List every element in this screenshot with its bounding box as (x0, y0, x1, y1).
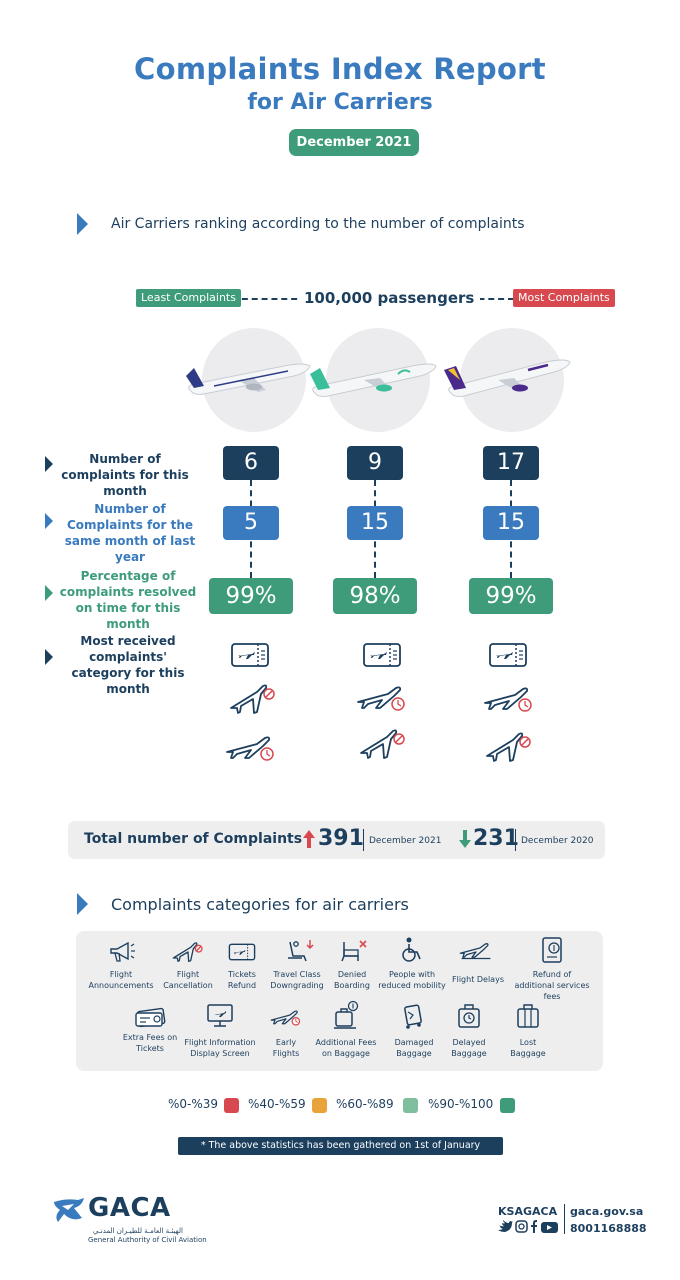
section-marker-icon (77, 893, 88, 915)
carrier-1-resolved-percent: 99% (209, 578, 293, 614)
legend-label: %90-%100 (428, 1097, 494, 1111)
gaca-arabic-name: الهيئـة العامـة للطيـران المدنـي (92, 1227, 183, 1235)
carrier-3-resolved-percent: 99% (469, 578, 553, 614)
carrier-2-complaints-last-year: 15 (347, 506, 403, 540)
total-current-value: 391 (318, 826, 364, 851)
row-marker-icon (45, 649, 53, 665)
flight-cancellation-icon (359, 727, 407, 761)
website-link[interactable]: gaca.gov.sa (570, 1205, 644, 1218)
total-complaints-label: Total number of Complaints (84, 831, 303, 847)
tickets-icon (228, 942, 256, 962)
category-label: Damaged Baggage (394, 1038, 434, 1058)
carrier-1-complaints-last-year: 5 (223, 506, 279, 540)
flight-delay-icon (459, 938, 493, 962)
carrier-1-plane-icon (184, 356, 312, 398)
carrier-2-plane-icon (308, 356, 438, 398)
row-label-last-year: Number of Complaints for the same month of last year (64, 502, 196, 564)
arrow-up-icon (302, 829, 316, 849)
carrier-1-complaints-this-month: 6 (223, 446, 279, 480)
legend-label: %0-%39 (168, 1097, 219, 1111)
legend-swatch-green (500, 1098, 515, 1113)
twitter-icon (498, 1220, 513, 1232)
tickets-icon (230, 641, 270, 669)
category-label: People with reduced mobility (378, 970, 446, 990)
carrier-3-complaints-this-month: 17 (483, 446, 539, 480)
total-previous-period: December 2020 (521, 836, 594, 846)
lost-baggage-icon (515, 1002, 541, 1030)
report-period-badge: December 2021 (289, 129, 419, 156)
total-current-period: December 2021 (369, 836, 442, 846)
category-label: Delayed Baggage (451, 1038, 487, 1058)
legend-swatch-light-green (403, 1098, 418, 1113)
early-flights-icon (356, 680, 408, 714)
footer-divider (564, 1204, 565, 1234)
carrier-2-complaints-this-month: 9 (347, 446, 403, 480)
category-label: Early Flights (272, 1038, 300, 1058)
category-label: Refund of additional services fees (514, 970, 590, 1001)
gaca-logo-icon (52, 1196, 86, 1226)
legend-label: %60-%89 (336, 1097, 394, 1111)
total-previous-value: 231 (473, 826, 519, 851)
legend-label: %40-%59 (248, 1097, 306, 1111)
most-complaints-badge: Most Complaints (513, 289, 615, 307)
row-marker-icon (45, 513, 53, 529)
damaged-baggage-icon (400, 1000, 428, 1030)
social-icons (497, 1220, 559, 1234)
flight-cancellation-icon (229, 682, 277, 716)
early-flights-icon (270, 1006, 302, 1028)
gaca-english-name: General Authority of Civil Aviation (88, 1236, 207, 1244)
category-label: Extra Fees on Tickets (122, 1033, 178, 1053)
seat-downgrade-icon (284, 938, 316, 964)
category-label: Flight Cancellation (163, 970, 213, 990)
row-marker-icon (45, 456, 53, 472)
early-flights-icon (483, 681, 535, 715)
phone-number[interactable]: 8001168888 (570, 1222, 647, 1235)
category-label: Tickets Refund (227, 970, 257, 990)
category-label: Denied Boarding (334, 970, 370, 990)
facebook-icon (531, 1220, 537, 1233)
flight-cancellation-icon (172, 940, 204, 964)
data-collection-note: * The above statistics has been gathered on 1st of January (178, 1137, 503, 1155)
category-label: Additional Fees on Baggage (315, 1038, 377, 1058)
report-title: Complaints Index Report (134, 52, 546, 86)
divider (363, 829, 364, 851)
per-passengers-label: 100,000 passengers (298, 289, 480, 307)
row-marker-icon (45, 585, 53, 601)
legend-swatch-orange (312, 1098, 327, 1113)
section-marker-icon (77, 213, 88, 235)
row-label-category: Most received complaints' category for this month (71, 634, 185, 696)
refund-fees-icon (540, 936, 566, 964)
early-flights-icon (225, 730, 277, 764)
wheelchair-icon (398, 936, 424, 964)
row-label-this-month: Number of complaints for this month (61, 452, 189, 498)
instagram-icon (516, 1221, 527, 1232)
row-label-resolved: Percentage of complaints resolved on time for this month (59, 569, 197, 631)
gaca-logo-text: GACA (88, 1193, 171, 1223)
tickets-icon (488, 641, 528, 669)
categories-heading: Complaints categories for air carriers (111, 895, 409, 914)
carrier-3-plane-icon (442, 352, 572, 398)
carrier-2-resolved-percent: 98% (333, 578, 417, 614)
denied-seat-icon (338, 938, 368, 964)
legend-swatch-red (224, 1098, 239, 1113)
category-label: Flight Information Display Screen (184, 1038, 256, 1058)
baggage-fees-icon (332, 1000, 360, 1030)
megaphone-icon (108, 940, 136, 964)
category-label: Travel Class Downgrading (270, 970, 324, 990)
social-handle: KSAGACA (498, 1205, 558, 1218)
category-label: Flight Delays (452, 975, 504, 984)
tickets-icon (362, 641, 402, 669)
extra-fees-ticket-icon (134, 1004, 168, 1028)
category-label: Lost Baggage (510, 1038, 546, 1058)
least-complaints-badge: Least Complaints (136, 289, 241, 307)
category-label: Flight Announcements (88, 970, 154, 990)
divider (515, 829, 516, 851)
ranking-heading: Air Carriers ranking according to the number of complaints (111, 216, 525, 232)
flight-cancellation-icon (485, 730, 533, 764)
info-screen-icon (206, 1002, 234, 1028)
carrier-3-complaints-last-year: 15 (483, 506, 539, 540)
arrow-down-icon (458, 829, 472, 849)
report-subtitle: for Air Carriers (247, 90, 433, 115)
delayed-baggage-icon (456, 1002, 482, 1030)
